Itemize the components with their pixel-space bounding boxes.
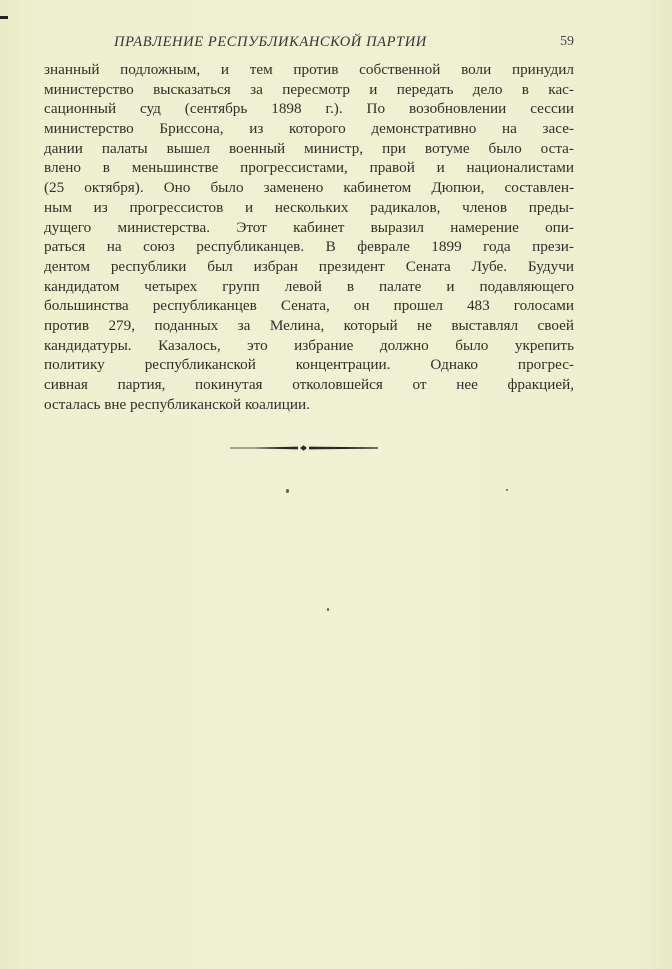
- paper-speck: [506, 489, 508, 491]
- body-paragraph: [44, 60, 574, 414]
- running-title: ПРАВЛЕНИЕ РЕСПУБЛИКАНСКОЙ ПАРТИИ: [114, 34, 427, 50]
- text-line: министерство высказаться за пересмотр и передать дело в кас-: [44, 80, 574, 98]
- section-divider-ornament: [230, 444, 378, 452]
- text-line: осталась вне республиканской коалиции.: [44, 395, 310, 413]
- paper-speck: [286, 489, 289, 493]
- page-header: [44, 34, 574, 54]
- text-line: политику республиканской концентрации. Однако прогрес-: [44, 356, 574, 374]
- text-line: знанный подложным, и тем против собственной воли принудил: [44, 61, 574, 78]
- text-line: (25 октября). Оно было заменено кабинетом Дюпюи, составлен-: [44, 179, 574, 197]
- page-edge-mark: [0, 16, 8, 19]
- text-line: дущего министерства. Этот кабинет выразил намерение опи-: [44, 218, 574, 236]
- text-line: министерство Бриссона, из которого демонстративно на засе-: [44, 120, 574, 138]
- page-number: 59: [560, 34, 574, 49]
- text-line: сационный суд (сентябрь 1898 г.). По возобновлении сессии: [44, 100, 574, 118]
- text-line: против 279, поданных за Мелина, который не выставлял своей: [44, 316, 574, 334]
- text-line: кандидатуры. Казалось, это избрание должно было укрепить: [44, 336, 574, 354]
- paper-speck: [327, 608, 329, 611]
- text-line: дентом республики был избран президент Сената Лубе. Будучи: [44, 257, 574, 275]
- text-line: влено в меньшинстве прогрессистами, правой и националистами: [44, 159, 574, 177]
- text-line: раться на союз республиканцев. В феврале 1899 года прези-: [44, 238, 574, 256]
- text-line: большинства республиканцев Сената, он прошел 483 голосами: [44, 297, 574, 315]
- text-line: ным из прогрессистов и нескольких радикалов, членов преды-: [44, 198, 574, 216]
- text-line: кандидатом четырех групп левой в палате и подавляющего: [44, 277, 574, 295]
- text-line: дании палаты вышел военный министр, при вотуме было оста-: [44, 139, 574, 157]
- text-line: сивная партия, покинутая отколовшейся от нее фракцией,: [44, 376, 574, 393]
